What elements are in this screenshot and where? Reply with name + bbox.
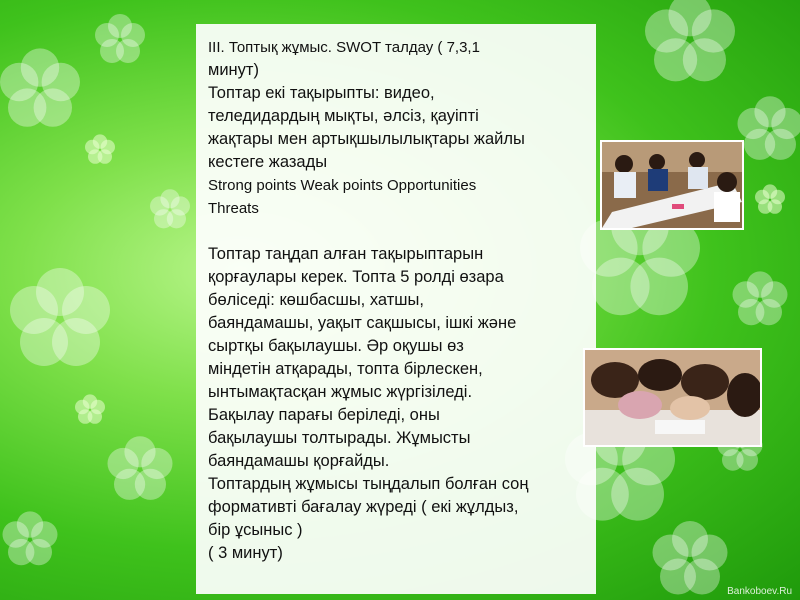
text-line: ынтымақтасқан жұмыс жүргізіледі.	[208, 383, 473, 401]
text-line: баяндамашы қорғайды.	[208, 452, 390, 470]
text-line: кестеге жазады	[208, 153, 328, 171]
slide-text	[208, 36, 593, 565]
classroom-photo-2	[583, 348, 762, 447]
text-line: минут)	[208, 61, 259, 79]
text-line: міндетін атқарады, топта бірлескен,	[208, 360, 483, 378]
text-line: Бақылау парағы беріледі, оны	[208, 406, 440, 424]
classroom-photo-1-image	[602, 142, 742, 228]
text-line: сыртқы бақылаушы. Әр оқушы өз	[208, 337, 464, 355]
text-line: бақылаушы толтырады. Жұмысты	[208, 429, 471, 447]
text-line: ( 3 минут)	[208, 544, 283, 562]
text-line: Топтардың жұмысы тыңдалып болған соң	[208, 475, 529, 493]
text-line: теледидардың мықты, әлсіз, қауіпті	[208, 107, 479, 125]
text-line: бөліседі: көшбасшы, хатшы,	[208, 291, 424, 309]
text-line: формативті бағалау жүреді ( екі жұлдыз,	[208, 498, 519, 516]
watermark: Bankoboev.Ru	[727, 586, 792, 597]
spacer	[208, 220, 593, 243]
heading-line: III. Топтық жұмыс. SWOT талдау ( 7,3,1	[208, 39, 480, 56]
swot-line: Strong points Weak points Opportunities	[208, 177, 477, 194]
text-line: баяндамашы, уақыт сақшысы, ішкі және	[208, 314, 517, 332]
text-line: Топтар екі тақырыпты: видео,	[208, 84, 435, 102]
swot-line: Threats	[208, 200, 259, 217]
classroom-photo-2-image	[585, 350, 760, 445]
text-line: бір ұсыныс )	[208, 521, 303, 539]
classroom-photo-1	[600, 140, 744, 230]
text-line: қорғаулары керек. Топта 5 ролді өзара	[208, 268, 504, 286]
text-line: Топтар таңдап алған тақырыптарын	[208, 245, 484, 263]
text-line: жақтары мен артықшылылықтары жайлы	[208, 130, 525, 148]
